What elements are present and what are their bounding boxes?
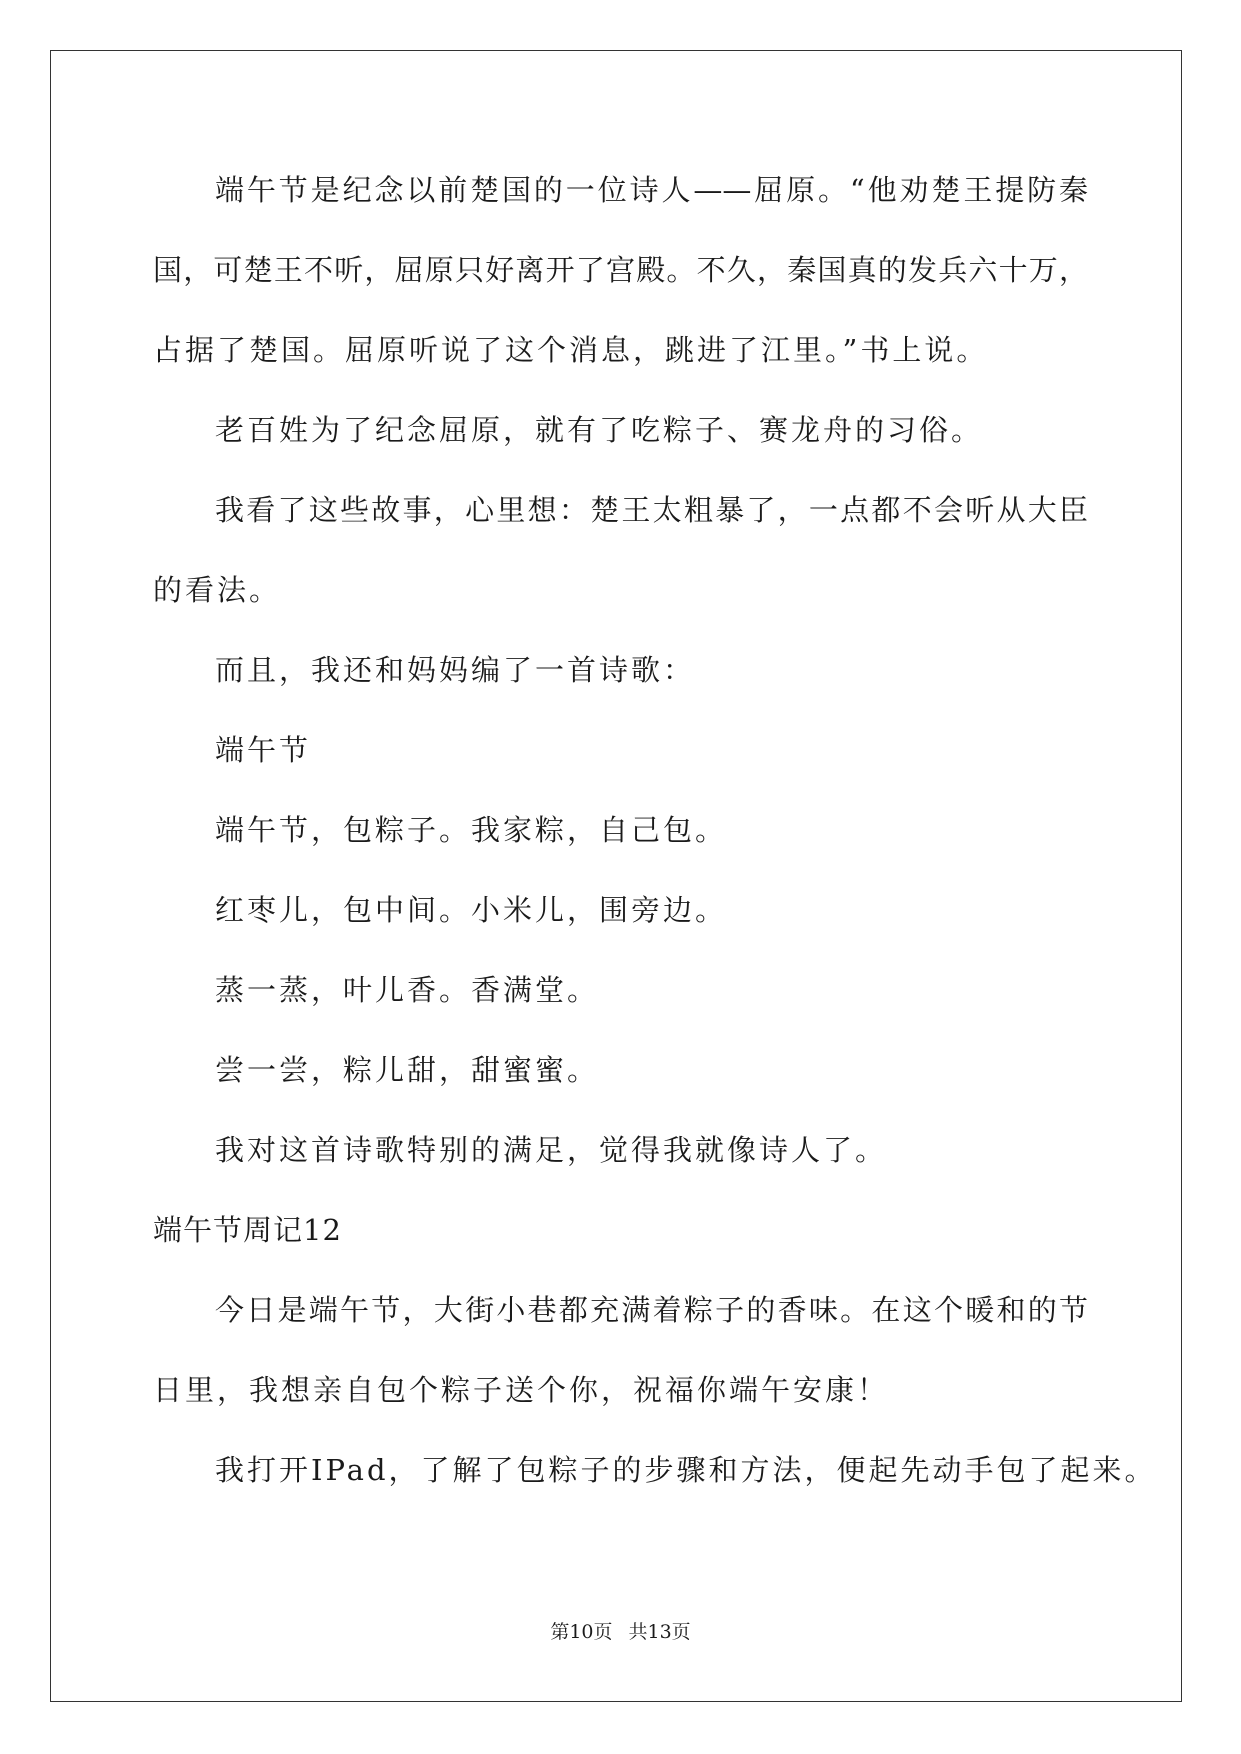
paragraph-line: 我对这首诗歌特别的满足，觉得我就像诗人了。	[215, 1133, 888, 1167]
poem-title: 端午节	[215, 733, 312, 767]
paragraph-line: 国，可楚王不听，屈原只好离开了宫殿。不久，秦国真的发兵六十万，	[153, 253, 1088, 287]
poem-line: 红枣儿，包中间。小米儿，围旁边。	[215, 893, 728, 927]
poem-line: 蒸一蒸，叶儿香。香满堂。	[215, 973, 600, 1007]
paragraph-line: 我打开IPad，了解了包粽子的步骤和方法，便起先动手包了起来。	[215, 1453, 1157, 1487]
section-heading: 端午节周记12	[153, 1213, 342, 1247]
page-footer	[0, 1620, 1241, 1644]
poem-line: 端午节，包粽子。我家粽，自己包。	[215, 813, 728, 847]
poem-line: 尝一尝，粽儿甜，甜蜜蜜。	[215, 1053, 600, 1087]
paragraph-line: 而且，我还和妈妈编了一首诗歌：	[215, 653, 696, 687]
paragraph-line: 我看了这些故事，心里想：楚王太粗暴了，一点都不会听从大臣	[215, 493, 1088, 527]
paragraph-line: 的看法。	[153, 573, 282, 607]
paragraph-line: 今日是端午节，大街小巷都充满着粽子的香味。在这个暖和的节	[215, 1293, 1088, 1327]
page-total: 共13页	[628, 1621, 691, 1643]
page-number: 第10页	[550, 1621, 613, 1643]
paragraph-line: 老百姓为了纪念屈原，就有了吃粽子、赛龙舟的习俗。	[215, 413, 984, 447]
paragraph-line: 日里，我想亲自包个粽子送个你，祝福你端午安康！	[153, 1373, 890, 1407]
paragraph-line: 占据了楚国。屈原听说了这个消息，跳进了江里。”书上说。	[153, 333, 989, 367]
paragraph-line: 端午节是纪念以前楚国的一位诗人——屈原。“他劝楚王提防秦	[215, 173, 1088, 207]
